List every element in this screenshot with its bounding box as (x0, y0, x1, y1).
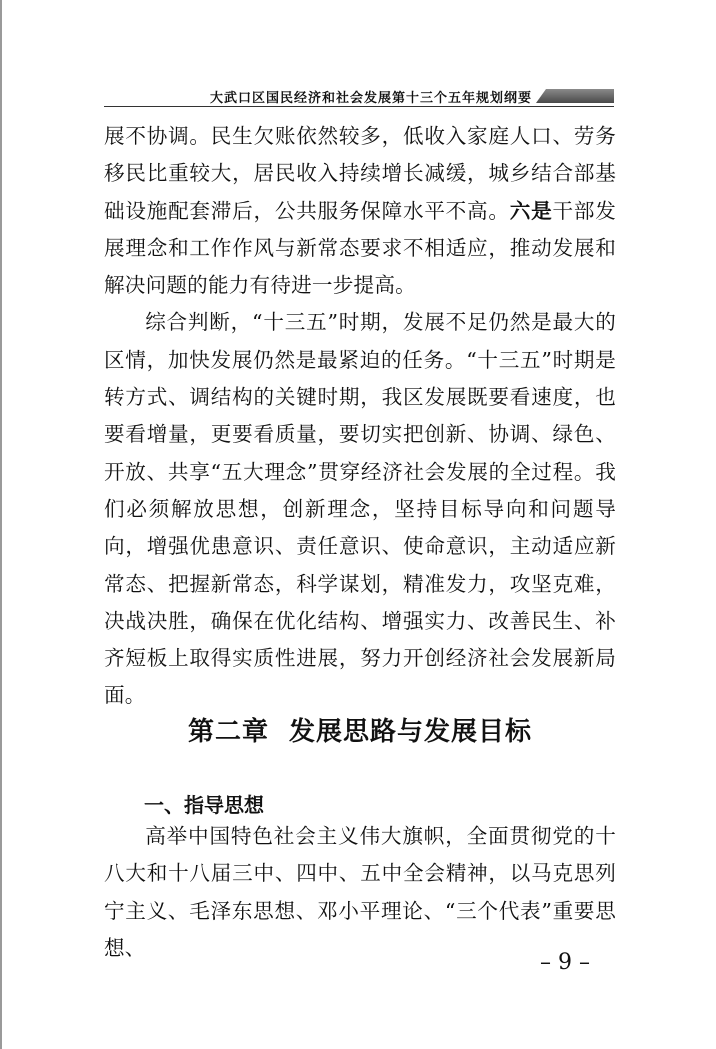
running-header (104, 86, 614, 108)
header-decorative-bar (536, 89, 614, 103)
running-header-title: 大武口区国民经济和社会发展第十三个五年规划纲要 (209, 91, 532, 106)
chapter-heading: 第二章 发展思路与发展目标 (187, 717, 533, 747)
paragraph-3: 高举中国特色社会主义伟大旗帜，全面贯彻党的十八大和十八届三中、四中、五中全会精神，以马克思列宁主义、毛泽东思想、邓小平理论、“三个代表”重要思想、 (104, 824, 616, 960)
paragraph-1-bold-label: 六是 (509, 198, 553, 223)
paragraph-1-text-a: 展不协调。民生欠账依然较多，低收入家庭人口、劳务移民比重较大，居民收入持续增长减缓，城乡结合部基础设施配套滞后，公共服务保障水平不高。 (104, 124, 616, 223)
paragraph-2: 综合判断，“十三五”时期，发展不足仍然是最大的区情，加快发展仍然是最紧迫的任务。“十三五”时期是转方式、调结构的关键时期，我区发展既要看速度，也要看增量，更要看质量，要切实把创新、协调、绿色、开放、共享“五大理念”贯穿经济社会发展的全过程。我们必须解放思想，创新理念，坚持目标导向和问题导向，增强优患意识、责任意识、使命意识，主动适应新常态、把握新常态，科学谋划，精准发力，攻坚克难，决战决胜，确保在优化结构、增强实力、改善民生、补齐短板上取得实质性进展，努力开创经济社会发展新局面。 (104, 310, 616, 708)
page-number: – 9 – (540, 950, 590, 975)
section-heading: 一、指导思想 (144, 793, 264, 817)
paragraph-1 (104, 118, 616, 304)
page-edge-rule (0, 0, 2, 1049)
body-text-2 (104, 818, 616, 967)
header-rule (104, 106, 614, 107)
paragraph-1-text-b: 干部发展理念和工作作风与新常态要求不相适应，推动发展和解决问题的能力有待进一步提高。 (104, 198, 616, 298)
body-text (104, 118, 616, 715)
